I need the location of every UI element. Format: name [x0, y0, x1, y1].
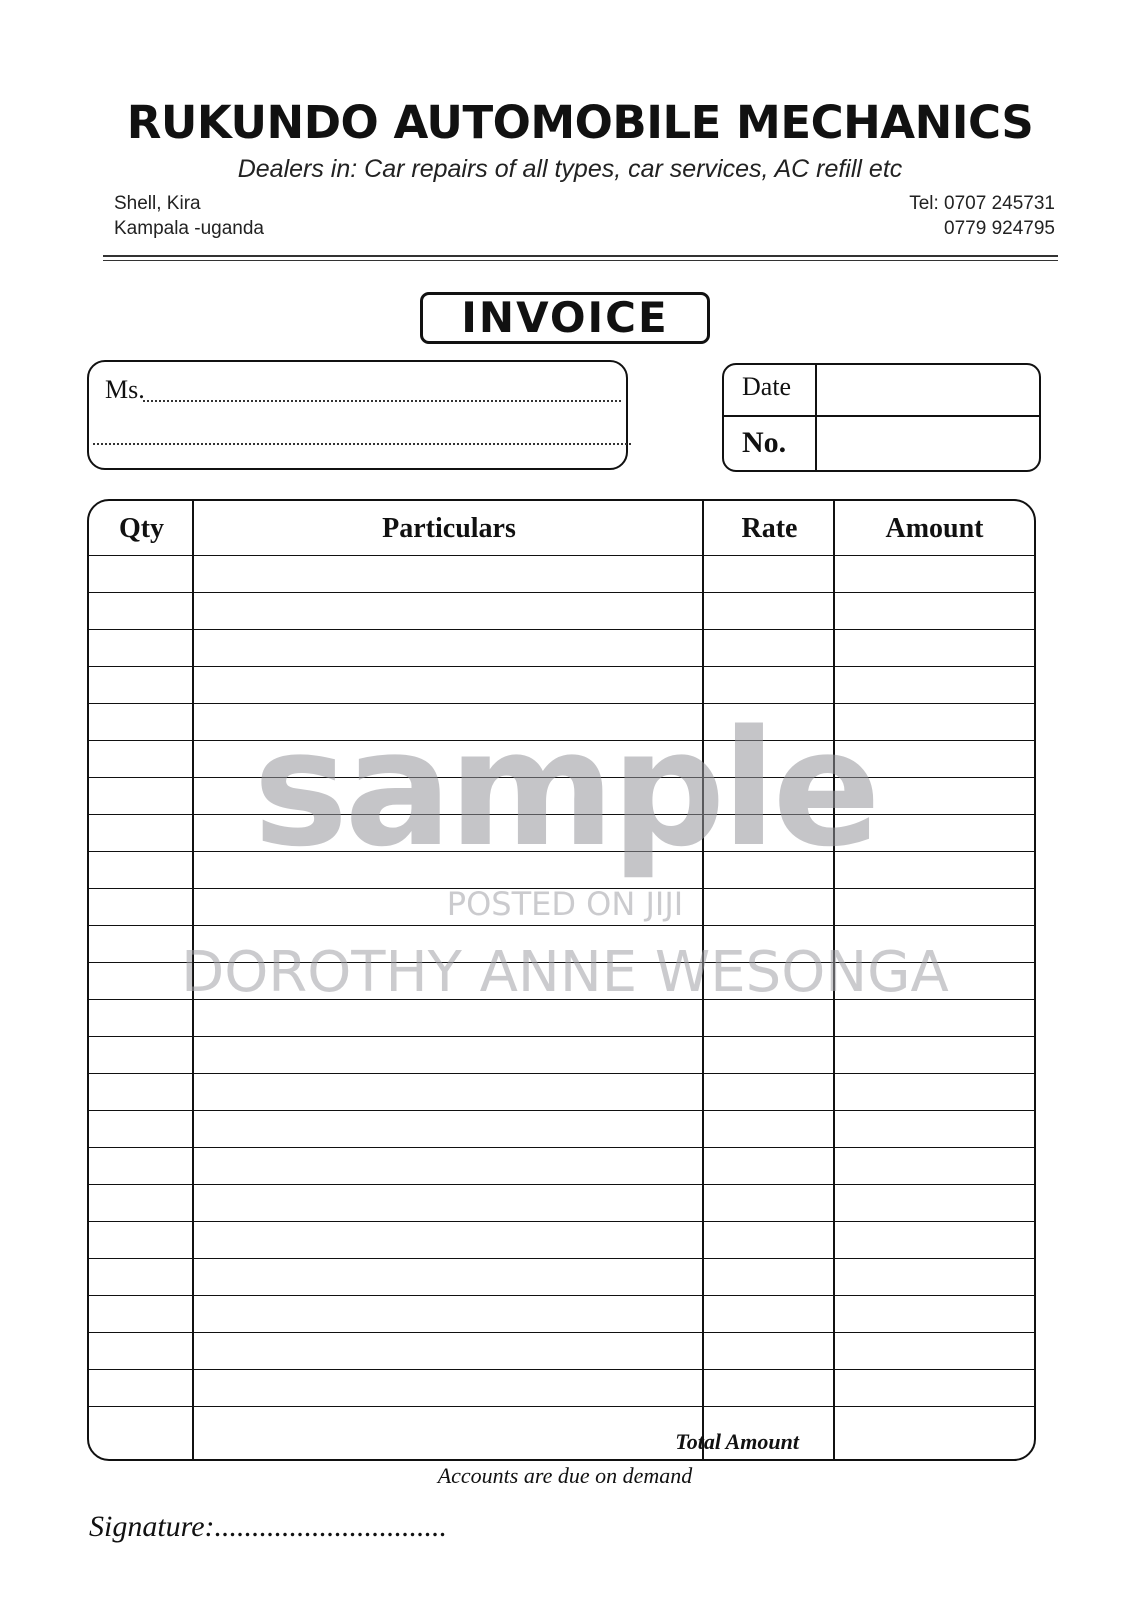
rate-column-divider — [833, 501, 835, 1459]
header-row-divider — [89, 555, 1034, 556]
customer-name-line[interactable] — [143, 400, 621, 402]
watermark-sample: sample — [253, 695, 877, 882]
table-row-divider — [89, 1295, 1034, 1296]
header-divider — [103, 255, 1058, 257]
company-tagline: Dealers in: Car repairs of all types, car services, AC refill etc — [237, 155, 903, 183]
customer-label: Ms. — [105, 375, 145, 404]
watermark-posted: POSTED ON JIJI — [446, 885, 684, 923]
address-line-2: Kampala -uganda — [114, 218, 264, 239]
address-line-1: Shell, Kira — [114, 193, 201, 214]
table-row-divider — [89, 814, 1034, 815]
table-row-divider — [89, 1184, 1034, 1185]
table-row-divider — [89, 1147, 1034, 1148]
number-label: No. — [724, 417, 817, 470]
table-row-divider — [89, 1110, 1034, 1111]
table-row-divider — [89, 1258, 1034, 1259]
table-row-divider — [89, 999, 1034, 1000]
table-row-divider — [89, 629, 1034, 630]
total-amount-label: Total Amount — [675, 1429, 799, 1454]
customer-address-line[interactable] — [93, 443, 631, 445]
table-row-divider — [89, 1369, 1034, 1370]
invoice-title: INVOICE — [420, 292, 710, 344]
table-row-divider — [89, 703, 1034, 704]
table-row-divider — [89, 962, 1034, 963]
table-row-divider — [89, 888, 1034, 889]
telephone-line-1: Tel: 0707 245731 — [909, 193, 1055, 214]
particulars-column-divider — [702, 501, 704, 1459]
table-row-divider — [89, 1406, 1034, 1407]
signature-line[interactable]: Signature:............................... — [89, 1510, 448, 1543]
table-row-divider — [89, 1221, 1034, 1222]
number-field[interactable] — [817, 417, 1039, 470]
telephone-line-2: 0779 924795 — [944, 218, 1055, 239]
watermark-name: DOROTHY ANNE WESONGA — [181, 940, 949, 1005]
date-number-box — [722, 363, 1041, 472]
rate-header: Rate — [741, 513, 798, 544]
customer-box — [87, 360, 628, 470]
table-row-divider — [89, 1332, 1034, 1333]
table-row-divider — [89, 1073, 1034, 1074]
table-row-divider — [89, 666, 1034, 667]
particulars-header: Particulars — [382, 513, 516, 544]
table-row-divider — [89, 592, 1034, 593]
payment-terms-note: Accounts are due on demand — [437, 1463, 693, 1488]
table-row-divider — [89, 925, 1034, 926]
qty-header: Qty — [118, 513, 165, 544]
table-row-divider — [89, 777, 1034, 778]
date-label: Date — [724, 365, 817, 417]
qty-column-divider — [192, 501, 194, 1459]
table-row-divider — [89, 851, 1034, 852]
invoice-table — [87, 499, 1036, 1461]
date-field[interactable] — [817, 365, 1039, 417]
table-row-divider — [89, 740, 1034, 741]
amount-header: Amount — [885, 513, 984, 544]
company-name: RUKUNDO AUTOMOBILE MECHANICS — [126, 96, 1034, 149]
header-divider-thin — [103, 260, 1058, 261]
table-row-divider — [89, 1036, 1034, 1037]
